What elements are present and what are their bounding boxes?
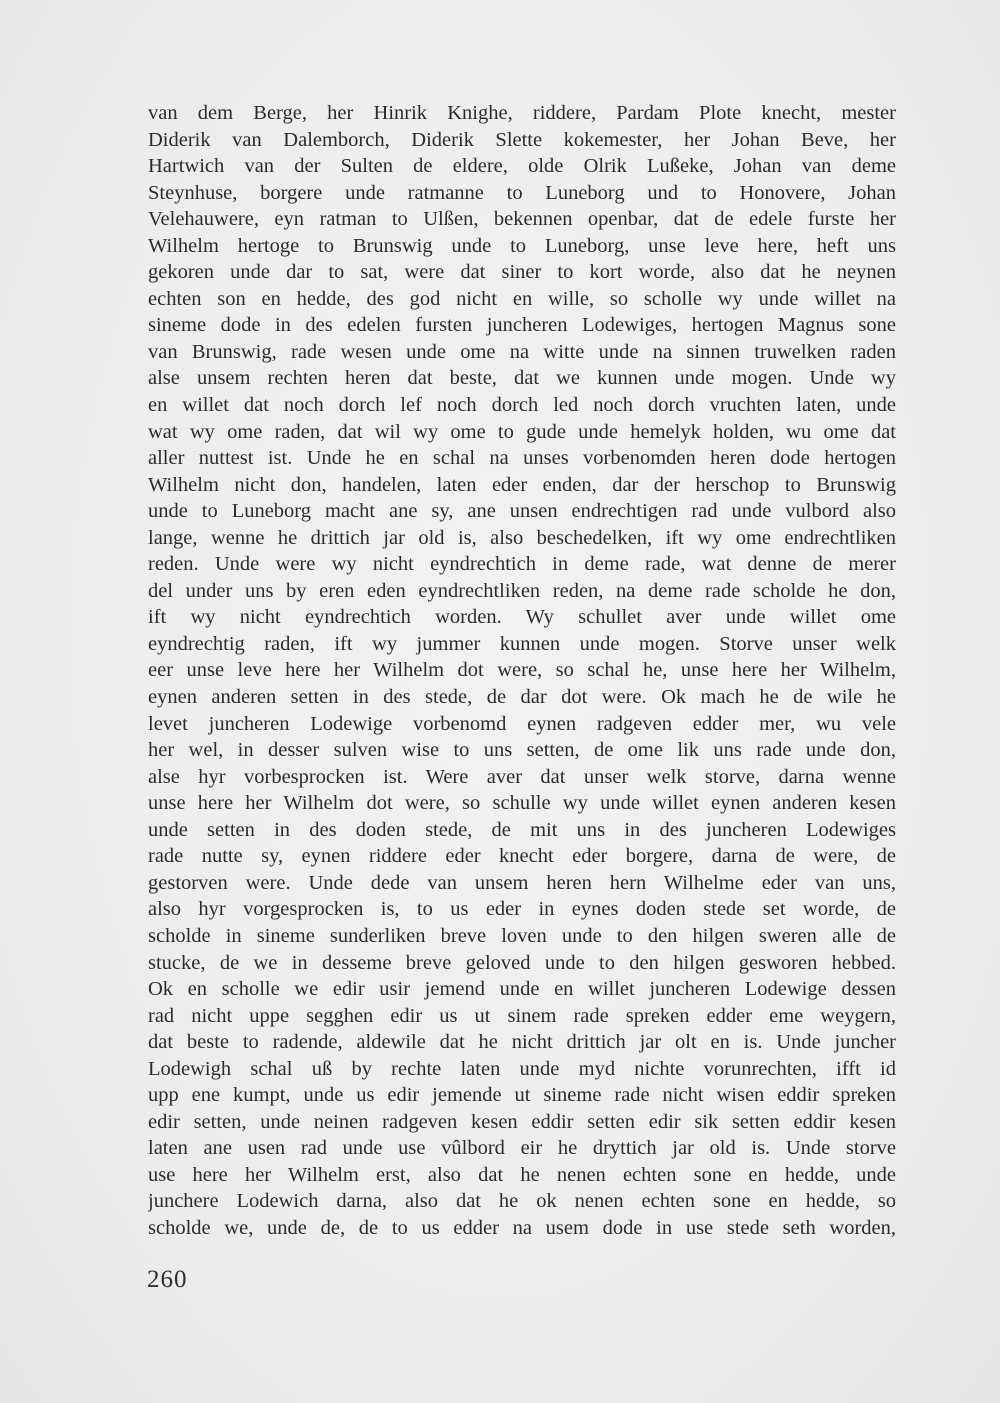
text-line: alse unsem rechten heren dat beste, dat we kunnen unde mogen. Unde wy — [148, 367, 896, 390]
text-line: scholde in sineme sunderliken breve loven unde to den hilgen sweren alle de — [148, 924, 896, 947]
text-line: Wilhelm nicht don, handelen, laten eder enden, dar der herschop to Brunswig — [148, 473, 896, 496]
text-line: Hartwich van der Sulten de eldere, olde Olrik Lußeke, Johan van deme — [148, 155, 896, 178]
text-line: van dem Berge, her Hinrik Knighe, riddere, Pardam Plote knecht, mester — [148, 102, 896, 124]
text-line: eynen anderen setten in des stede, de dar dot were. Ok mach he de wile he — [148, 686, 896, 709]
text-line: echten son en hedde, des god nicht en wille, so scholle wy unde willet na — [148, 287, 896, 310]
text-line: en willet dat noch dorch lef noch dorch led noch dorch vruchten laten, unde — [148, 394, 896, 417]
text-line: wat wy ome raden, dat wil wy ome to gude unde hemelyk holden, wu ome dat — [148, 420, 896, 443]
text-line: van Brunswig, rade wesen unde ome na witte unde na sinnen truwelken raden — [148, 340, 896, 363]
text-line: unde to Luneborg macht ane sy, ane unsen endrechtigen rad unde vulbord also — [148, 500, 896, 523]
text-line: Velehauwere, eyn ratman to Ulßen, bekennen openbar, dat de edele furste her — [148, 208, 896, 231]
page-number: 260 — [147, 1266, 188, 1293]
text-line: eyndrechtig raden, ift wy jummer kunnen unde mogen. Storve unser welk — [148, 632, 896, 655]
text-line: use here her Wilhelm erst, also dat he nenen echten sone en hedde, unde — [148, 1163, 896, 1186]
text-line: levet juncheren Lodewige vorbenomd eynen radgeven edder mer, wu vele — [148, 712, 896, 735]
text-line: Lodewigh schal uß by rechte laten unde myd nichte vorunrechten, ifft id — [148, 1057, 896, 1080]
text-line: laten ane usen rad unde use vûlbord eir he dryttich jar old is. Unde storve — [148, 1137, 896, 1160]
text-line: alse hyr vorbesprocken ist. Were aver dat unser welk storve, darna wenne — [148, 765, 896, 788]
text-line: gestorven were. Unde dede van unsem heren hern Wilhelme eder van uns, — [148, 871, 896, 894]
text-line: her wel, in desser sulven wise to uns setten, de ome lik uns rade unde don, — [148, 739, 896, 762]
text-line: dat beste to radende, aldewile dat he nicht drittich jar olt en is. Unde juncher — [148, 1031, 896, 1054]
text-line: also hyr vorgesprocken is, to us eder in eynes doden stede set worde, de — [148, 898, 896, 921]
text-line: del under uns by eren eden eyndrechtliken reden, na deme rade scholde he don, — [148, 579, 896, 602]
text-line: sineme dode in des edelen fursten juncheren Lodewiges, hertogen Magnus sone — [148, 314, 896, 337]
text-line: gekoren unde dar to sat, were dat siner to kort worde, also dat he neynen — [148, 261, 896, 284]
body-text — [148, 100, 896, 1242]
text-line: upp ene kumpt, unde us edir jemende ut sineme rade nicht wisen eddir spreken — [148, 1084, 896, 1107]
text-line: stucke, de we in desseme breve geloved unde to den hilgen gesworen hebbed. — [148, 951, 896, 974]
text-line: unse here her Wilhelm dot were, so schulle wy unde willet eynen anderen kesen — [148, 792, 896, 815]
text-line: scholde we, unde de, de to us edder na usem dode in use stede seth worden, — [148, 1216, 896, 1239]
text-line: rad nicht uppe segghen edir us ut sinem rade spreken edder eme weygern, — [148, 1004, 896, 1027]
text-line: edir setten, unde neinen radgeven kesen eddir setten edir sik setten eddir kesen — [148, 1110, 896, 1133]
text-line: aller nuttest ist. Unde he en schal na unses vorbenomden heren dode hertogen — [148, 447, 896, 470]
text-line: lange, wenne he drittich jar old is, also beschedelken, ift wy ome endrechtliken — [148, 526, 896, 549]
text-line: Wilhelm hertoge to Brunswig unde to Luneborg, unse leve here, heft uns — [148, 234, 896, 257]
text-line: ift wy nicht eyndrechtich worden. Wy schullet aver unde willet ome — [148, 606, 896, 629]
text-line: unde setten in des doden stede, de mit uns in des juncheren Lodewiges — [148, 818, 896, 841]
text-line: Diderik van Dalemborch, Diderik Slette kokemester, her Johan Beve, her — [148, 128, 896, 151]
text-line: junchere Lodewich darna, also dat he ok nenen echten sone en hedde, so — [148, 1190, 896, 1213]
text-line: eer unse leve here her Wilhelm dot were, so schal he, unse here her Wilhelm, — [148, 659, 896, 682]
text-line: reden. Unde were wy nicht eyndrechtich in deme rade, wat denne de merer — [148, 553, 896, 576]
text-line: rade nutte sy, eynen riddere eder knecht eder borgere, darna de were, de — [148, 845, 896, 868]
text-line: Ok en scholle we edir usir jemend unde en willet juncheren Lodewige dessen — [148, 978, 896, 1001]
text-line: Steynhuse, borgere unde ratmanne to Luneborg und to Honovere, Johan — [148, 181, 896, 204]
